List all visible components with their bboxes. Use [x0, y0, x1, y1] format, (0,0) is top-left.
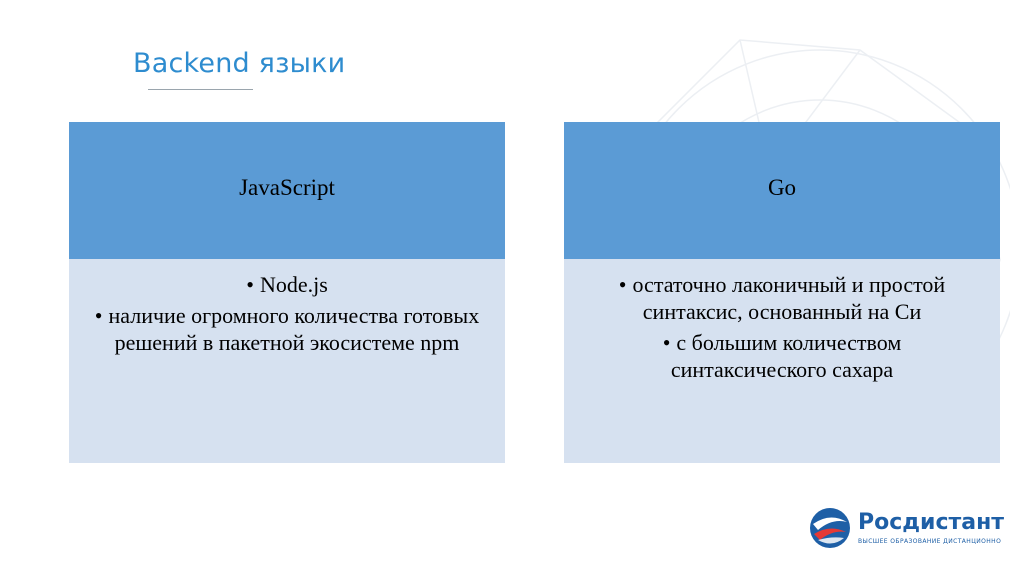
bullet-icon: •: [618, 272, 627, 297]
list-item-text: Node.js: [259, 272, 328, 297]
logo-text: [858, 511, 1004, 545]
card-javascript: [69, 122, 505, 463]
bullet-icon: •: [246, 272, 254, 297]
card-header: [564, 122, 1000, 259]
bullet-icon: •: [662, 330, 671, 355]
slide-title: Backend языки: [133, 48, 346, 79]
list-item-text: с большим количеством синтаксического сахара: [670, 330, 902, 382]
list-item: [89, 271, 485, 298]
logo-name: Росдистант: [858, 510, 1005, 535]
globe-swirl-icon: [808, 506, 852, 550]
bullet-icon: •: [94, 303, 103, 328]
rosdistant-logo: [808, 506, 1004, 550]
bullet-list: [584, 271, 980, 383]
list-item: [584, 271, 980, 325]
logo-tagline: ВЫСШЕЕ ОБРАЗОВАНИЕ ДИСТАНЦИОННО: [858, 538, 1002, 545]
card-body: [69, 259, 505, 463]
bullet-list: [89, 271, 485, 356]
card-header-label: Go: [767, 175, 797, 200]
list-item: [89, 302, 485, 356]
list-item-text: остаточно лаконичный и простой синтаксис, основанный на Си: [632, 272, 946, 324]
card-header-label: JavaScript: [239, 175, 335, 200]
title-underline: [148, 89, 253, 90]
list-item-text: наличие огромного количества готовых решений в пакетной экосистеме npm: [108, 303, 480, 355]
card-go: [564, 122, 1000, 463]
list-item: [584, 329, 980, 383]
card-body: [564, 259, 1000, 463]
card-header: [69, 122, 505, 259]
